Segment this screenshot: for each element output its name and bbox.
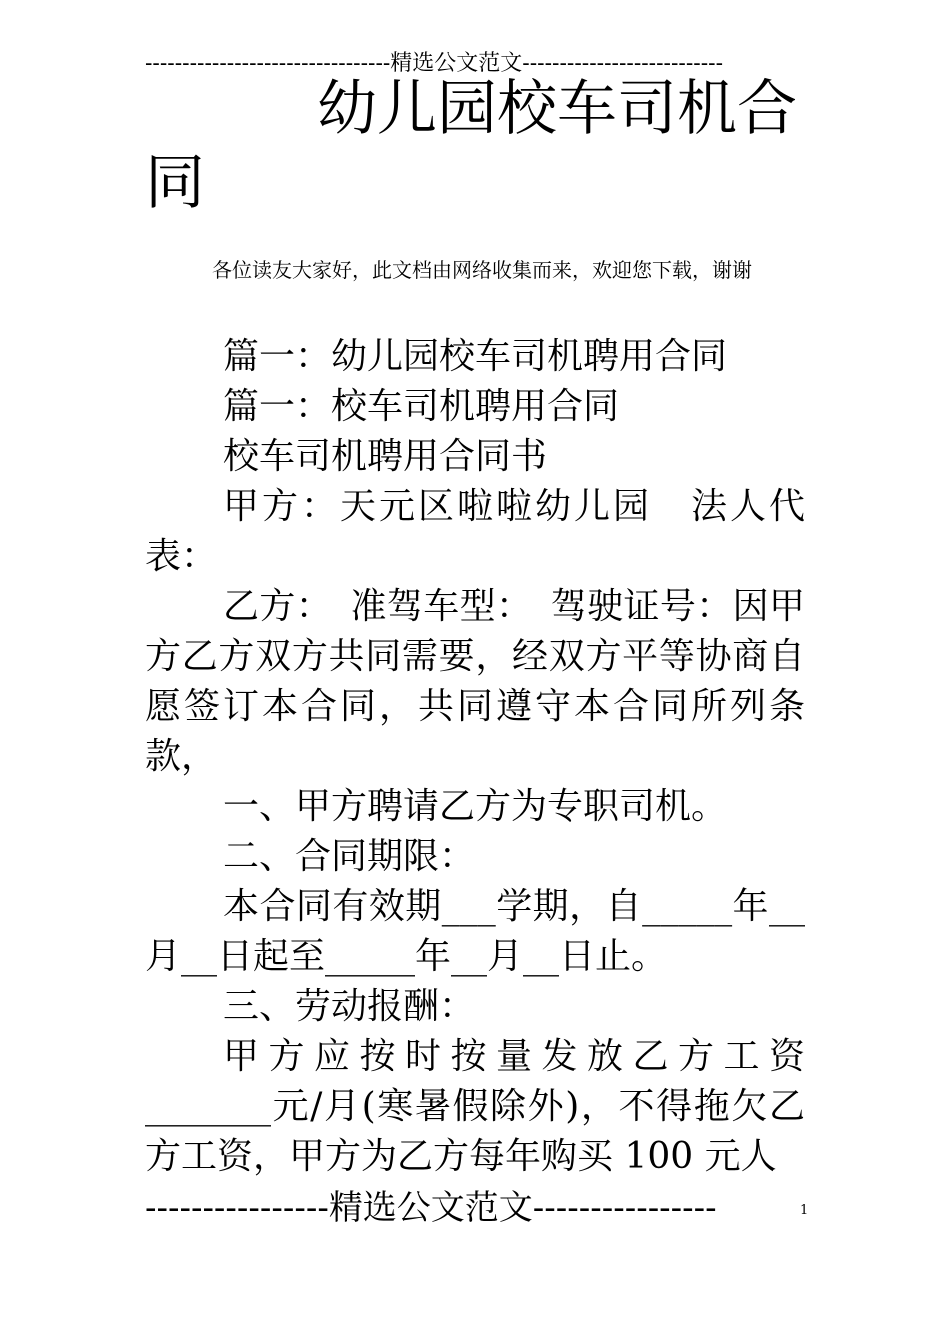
paragraph-clause-1: 一、甲方聘请乙方为专职司机。 <box>223 786 728 827</box>
document-title: 幼儿园校车司机合同 <box>145 74 797 218</box>
paragraph-clause-2: 二、合同期限： <box>223 836 476 877</box>
paragraph-chapter-heading: 篇一：幼儿园校车司机聘用合同 <box>223 336 728 377</box>
page-footer: ----------------精选公文范文---------------- <box>145 1188 717 1228</box>
paragraph-salary: 甲方应按时按量发放乙方工资_______元/月(寒暑假除外)，不得拖欠乙方工资，甲方为乙方每年购买 100 元人 <box>145 1036 805 1177</box>
paragraph-sub-heading: 篇一：校车司机聘用合同 <box>223 386 620 427</box>
paragraph-clause-3: 三、劳动报酬： <box>223 986 476 1027</box>
paragraph-party-b: 乙方： 准驾车型： 驾驶证号：因甲方乙方双方共同需要，经双方平等协商自愿签订本合同，共同遵守本合同所列条款， <box>145 586 805 777</box>
paragraph-contract-term: 本合同有效期___学期，自_____年__月__日起至_____年__月__日止。 <box>145 886 805 977</box>
paragraph-party-a: 甲方：天元区啦啦幼儿园 法人代表： <box>145 486 805 577</box>
greeting-text: 各位读友大家好，此文档由网络收集而来，欢迎您下载，谢谢 <box>212 258 752 282</box>
paragraph-contract-name: 校车司机聘用合同书 <box>223 436 548 477</box>
document-body <box>145 332 805 1182</box>
page-number: 1 <box>800 1203 809 1218</box>
page-header: ---------------------------------精选公文范文--------------------------- <box>145 51 724 76</box>
